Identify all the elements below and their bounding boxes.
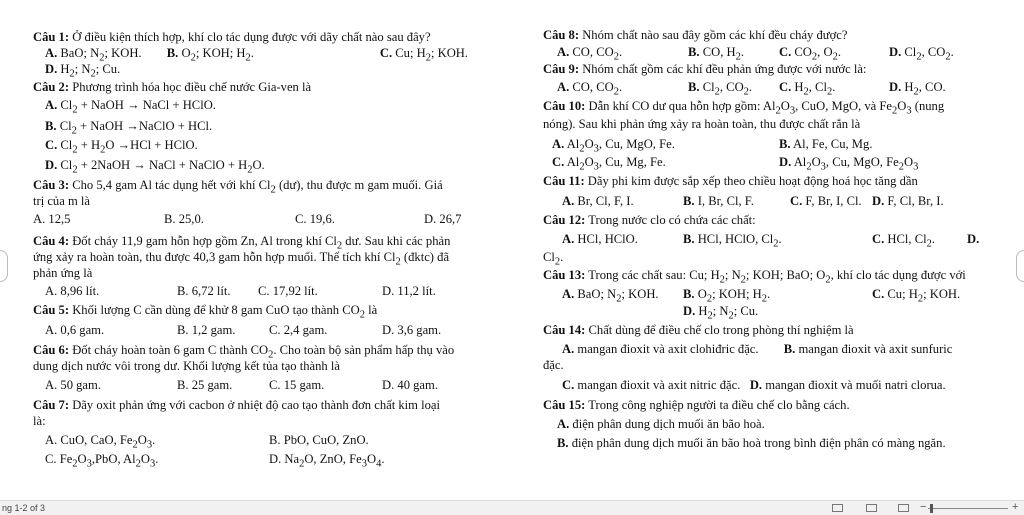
q3-option-a: A. 12,5 <box>33 212 71 226</box>
q6-option-a: A. 50 gam. <box>45 378 101 392</box>
q3-option-d: D. 26,7 <box>424 212 462 226</box>
q3-text-cont: trị của m là <box>33 194 90 208</box>
q5-option-b: B. 1,2 gam. <box>177 323 236 337</box>
q15-text: Câu 15: Trong công nghiệp người ta điều chế clo bằng cách. <box>543 398 850 412</box>
q14-option-b-cont: đặc. <box>543 358 564 372</box>
q15-option-b: B. điện phân dung dịch muối ăn bão hoà trong bình điện phân có màng ngăn. <box>557 436 946 450</box>
q6-option-d: D. 40 gam. <box>382 378 438 392</box>
zoom-slider-knob[interactable] <box>930 504 933 513</box>
q12-option-d: D. <box>967 232 980 246</box>
q5-text: Câu 5: Khối lượng C cần dùng để khử 8 gam CuO tạo thành $CO_2$ là <box>33 303 378 321</box>
scroll-left-handle[interactable] <box>0 250 8 282</box>
q7-text-cont: là: <box>33 414 46 428</box>
q11-option-a: A. Br, Cl, F, I. <box>562 194 634 208</box>
q3-option-b: B. 25,0. <box>164 212 204 226</box>
q1-text: Câu 1: Ở điều kiện thích hợp, khí clo tác dụng được với dãy chất nào sau đây? <box>33 30 431 44</box>
q6-option-b: B. 25 gam. <box>177 378 233 392</box>
q8-text: Câu 8: Nhóm chất nào sau đây gồm các khí đều cháy được? <box>543 28 848 42</box>
q8-option-a: A. CO, $CO_2$. <box>557 45 623 63</box>
q2-option-c: C. $Cl_2 + H_2O \to HCl$ + HClO. <box>45 138 198 156</box>
q3-text: Câu 3: Cho 5,4 gam Al tác dụng hết với khí $Cl_2$ (dư), thu được m gam muối. Giá <box>33 178 443 196</box>
q10-option-a: A. $Al_2O_3$, Cu, MgO, Fe. <box>552 137 675 155</box>
q11-option-d: D. F, Cl, Br, I. <box>872 194 944 208</box>
q7-option-d: D. $Na_2O$, ZnO, $Fe_3O_4$. <box>269 452 385 470</box>
q8-option-d: D. $Cl_2$, $CO_2$. <box>889 45 954 63</box>
q12-option-a: A. HCl, HClO. <box>562 232 638 246</box>
q11-text: Câu 11: Dãy phi kim được sắp xếp theo chiều hoạt động hoá học tăng dần <box>543 174 918 188</box>
q15-option-a: A. điện phân dung dịch muối ăn bão hoà. <box>557 417 765 431</box>
q13-option-c: C. Cu; $H_2$; KOH. <box>872 287 961 305</box>
q5-option-c: C. 2,4 gam. <box>269 323 328 337</box>
q2-option-d: D. $Cl_2$ + 2NaOH → NaCl + NaClO + $H_2O$. <box>45 158 265 176</box>
q10-option-d: D. $Al_2O_3$, Cu, MgO, $Fe_2O_3$ <box>779 155 919 173</box>
q8-option-b: B. CO, $H_2$. <box>688 45 745 63</box>
q12-option-c: C. HCl, $Cl_2$. <box>872 232 935 250</box>
q13-option-d: D. $H_2$; $N_2$; Cu. <box>683 304 759 322</box>
q13-option-a: A. BaO; $N_2$; KOH. <box>562 287 659 305</box>
zoom-out-icon[interactable]: − <box>920 501 927 513</box>
q14-options-ab: A. mangan đioxit và axit clohiđric đặc. B. mangan đioxit và axit sunfuric <box>562 342 953 356</box>
q4-text-cont: ứng xảy ra hoàn toàn, thu được 40,3 gam hỗn hợp muối. Thể tích khí $Cl_2$ (đktc) đã <box>33 250 450 268</box>
q5-option-d: D. 3,6 gam. <box>382 323 442 337</box>
scroll-right-handle[interactable] <box>1016 250 1024 282</box>
q10-option-c: C. $Al_2O_3$, Cu, Mg, Fe. <box>552 155 666 173</box>
q11-option-c: C. F, Br, I, Cl. <box>790 194 862 208</box>
q10-text: Câu 10: Dẫn khí CO dư qua hỗn hợp gồm: $Al_2O_3$, CuO, MgO, và $Fe_2O_3$ (nung <box>543 99 945 117</box>
q3-option-c: C. 19,6. <box>295 212 335 226</box>
q9-option-a: A. CO, $CO_2$. <box>557 80 623 98</box>
zoom-slider[interactable] <box>928 508 1008 509</box>
q2-text: Câu 2: Phương trình hóa học điều chế nước Gia-ven là <box>33 80 312 94</box>
q7-text: Câu 7: Dãy oxit phản ứng với cacbon ở nhiệt độ cao tạo thành đơn chất kim loại <box>33 398 440 412</box>
q4-option-a: A. 8,96 lít. <box>45 284 100 298</box>
page-indicator: ng 1-2 of 3 <box>2 503 46 513</box>
q9-option-b: B. $Cl_2$, $CO_2$. <box>688 80 753 98</box>
zoom-in-icon[interactable]: + <box>1012 501 1019 513</box>
q2-option-a: A. $Cl_2$ + NaOH → NaCl + HClO. <box>45 98 216 116</box>
q7-option-c: C. $Fe_2O_3,PbO$, $Al_2O_3$. <box>45 452 159 470</box>
status-bar <box>0 500 1024 515</box>
q13-option-b: B. $O_2$; KOH; $H_2$. <box>683 287 771 305</box>
q9-option-c: C. $H_2$, $Cl_2$. <box>779 80 836 98</box>
q9-option-d: D. $H_2$, CO. <box>889 80 946 98</box>
q12-text: Câu 12: Trong nước clo có chứa các chất: <box>543 213 756 227</box>
q13-text: Câu 13: Trong các chất sau: Cu; $H_2$; $N_2$; KOH; BaO; $O_2$, khí clo tác dụng được với <box>543 268 966 286</box>
q12-option-d-cont: $Cl_2$. <box>543 250 564 268</box>
q11-option-b: B. I, Br, Cl, F. <box>683 194 754 208</box>
q4-option-b: B. 6,72 lít. <box>177 284 231 298</box>
q10-text-cont: nóng). Sau khi phản ứng xảy ra hoàn toàn, thu được chất rắn là <box>543 117 861 131</box>
print-layout-icon[interactable] <box>866 504 877 512</box>
q7-option-a: A. CuO, CaO, $Fe_2O_3$. <box>45 433 156 451</box>
q10-option-b: B. Al, Fe, Cu, Mg. <box>779 137 873 151</box>
q6-text: Câu 6: Đốt cháy hoàn toàn 6 gam C thành $CO_2$. Cho toàn bộ sản phẩm hấp thụ vào <box>33 343 455 361</box>
q14-text: Câu 14: Chất dùng để điều chế clo trong phòng thí nghiệm là <box>543 323 854 337</box>
q1-options: A. BaO; $N_2$; KOH. B. $O_2$; KOH; $H_2$. C. Cu; $H_2$; KOH. <box>45 46 469 64</box>
read-mode-icon[interactable] <box>832 504 843 512</box>
q7-option-b: B. PbO, CuO, ZnO. <box>269 433 369 447</box>
q4-option-c: C. 17,92 lít. <box>258 284 318 298</box>
q1-option-d: D. $H_2$; $N_2$; Cu. <box>45 62 121 80</box>
q2-option-b: B. $Cl_2$ + NaOH →NaClO + HCl. <box>45 119 213 137</box>
q12-option-b: B. HCl, HClO, $Cl_2$. <box>683 232 782 250</box>
web-layout-icon[interactable] <box>898 504 909 512</box>
q4-text-cont2: phản ứng là <box>33 266 93 280</box>
q4-text: Câu 4: Đốt cháy 11,9 gam hỗn hợp gồm Zn, Al trong khí $Cl_2$ dư. Sau khi các phản <box>33 234 451 252</box>
q6-option-c: C. 15 gam. <box>269 378 325 392</box>
q5-option-a: A. 0,6 gam. <box>45 323 105 337</box>
q8-option-c: C. $CO_2$, $O_2$. <box>779 45 841 63</box>
q6-text-cont: dung dịch nước vôi trong dư. Khối lượng kết tủa tạo thành là <box>33 359 340 373</box>
q4-option-d: D. 11,2 lít. <box>382 284 436 298</box>
q9-text: Câu 9: Nhóm chất gồm các khí đều phản ứng được với nước là: <box>543 62 867 76</box>
q14-options-cd: C. mangan đioxit và axit nitric đặc. D. mangan đioxit và muối natri clorua. <box>562 378 946 392</box>
